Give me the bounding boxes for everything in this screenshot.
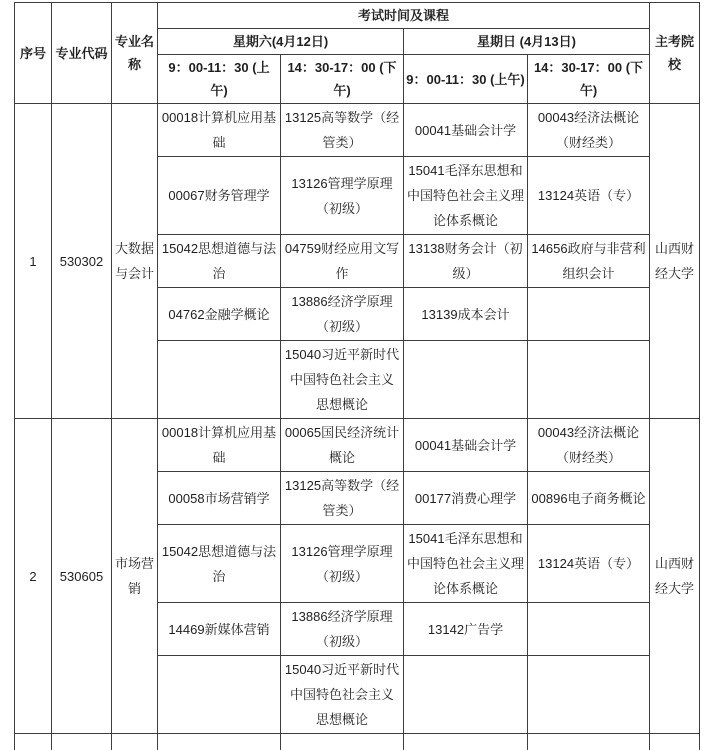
course-cell: 13126管理学原理（初级） [281, 157, 404, 235]
course-cell: 00043经济法概论（财经类） [528, 419, 650, 472]
partial-row-cell [281, 734, 404, 750]
course-cell: 00177消费心理学 [404, 472, 528, 525]
header-sun-afternoon: 14：30-17：00 (下午) [528, 55, 650, 104]
header-major-code: 专业代码 [52, 3, 112, 104]
header-sat-afternoon: 14：30-17：00 (下午) [281, 55, 404, 104]
course-cell: 00058市场营销学 [158, 472, 281, 525]
table-row [15, 734, 700, 750]
course-cell [528, 341, 650, 419]
course-cell: 13886经济学原理（初级） [281, 603, 404, 656]
header-no: 序号 [15, 3, 52, 104]
exam-schedule-table [14, 2, 700, 750]
course-cell: 00043经济法概论（财经类） [528, 104, 650, 157]
course-cell [528, 603, 650, 656]
header-sun-morning: 9：00-11：30 (上午) [404, 55, 528, 104]
course-cell: 00067财务管理学 [158, 157, 281, 235]
major-name: 市场营销 [112, 419, 158, 734]
course-cell: 14656政府与非营利组织会计 [528, 235, 650, 288]
course-cell: 14469新媒体营销 [158, 603, 281, 656]
course-cell: 00041基础会计学 [404, 104, 528, 157]
major-code: 530605 [52, 419, 112, 734]
major-name: 大数据与会计 [112, 104, 158, 419]
partial-row-cell [52, 734, 112, 750]
major-no: 2 [15, 419, 52, 734]
partial-row-cell [404, 734, 528, 750]
partial-row-cell [158, 734, 281, 750]
course-cell: 15042思想道德与法治 [158, 235, 281, 288]
header-school: 主考院校 [650, 3, 700, 104]
header-exam-time-courses: 考试时间及课程 [158, 3, 650, 29]
course-cell: 13124英语（专） [528, 525, 650, 603]
course-cell: 13126管理学原理（初级） [281, 525, 404, 603]
course-cell: 04762金融学概论 [158, 288, 281, 341]
course-cell: 00018计算机应用基础 [158, 104, 281, 157]
course-cell [528, 288, 650, 341]
school-cell: 山西财经大学 [650, 419, 700, 734]
course-cell [158, 656, 281, 734]
table-row [15, 3, 700, 29]
course-cell: 15041毛泽东思想和中国特色社会主义理论体系概论 [404, 157, 528, 235]
course-cell: 13142广告学 [404, 603, 528, 656]
course-cell: 00896电子商务概论 [528, 472, 650, 525]
major-no: 1 [15, 104, 52, 419]
partial-row-cell [528, 734, 650, 750]
header-major-name: 专业名称 [112, 3, 158, 104]
course-cell: 00041基础会计学 [404, 419, 528, 472]
course-cell: 13125高等数学（经管类） [281, 472, 404, 525]
course-cell [404, 341, 528, 419]
course-cell: 15042思想道德与法治 [158, 525, 281, 603]
course-cell: 00065国民经济统计概论 [281, 419, 404, 472]
header-sat-morning: 9：00-11：30 (上午) [158, 55, 281, 104]
course-cell: 13125高等数学（经管类） [281, 104, 404, 157]
course-cell [528, 656, 650, 734]
partial-row-cell [650, 734, 700, 750]
course-cell: 15041毛泽东思想和中国特色社会主义理论体系概论 [404, 525, 528, 603]
course-cell: 13138财务会计（初级） [404, 235, 528, 288]
course-cell: 15040习近平新时代中国特色社会主义思想概论 [281, 656, 404, 734]
school-cell: 山西财经大学 [650, 104, 700, 419]
header-sunday: 星期日 (4月13日) [404, 29, 650, 55]
course-cell [404, 656, 528, 734]
course-cell: 15040习近平新时代中国特色社会主义思想概论 [281, 341, 404, 419]
table-row [15, 104, 700, 157]
course-cell: 00018计算机应用基础 [158, 419, 281, 472]
partial-row-cell [15, 734, 52, 750]
partial-row-cell [112, 734, 158, 750]
course-cell [158, 341, 281, 419]
course-cell: 13124英语（专） [528, 157, 650, 235]
header-saturday: 星期六(4月12日) [158, 29, 404, 55]
course-cell: 13886经济学原理（初级） [281, 288, 404, 341]
major-code: 530302 [52, 104, 112, 419]
course-cell: 13139成本会计 [404, 288, 528, 341]
table-row [15, 419, 700, 472]
course-cell: 04759财经应用文写作 [281, 235, 404, 288]
